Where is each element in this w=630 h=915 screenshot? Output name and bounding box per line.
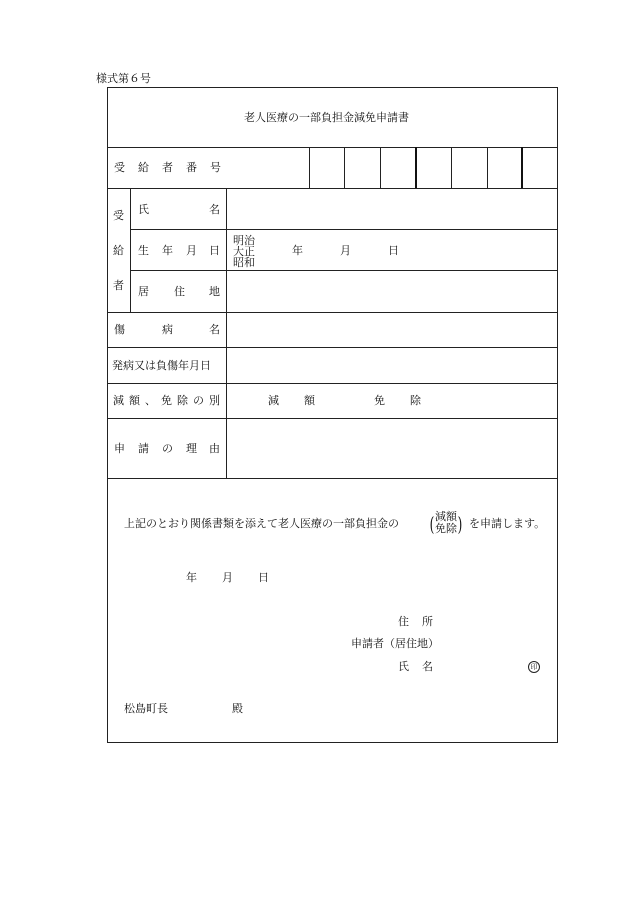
seal-mark: 印 [528, 661, 540, 673]
addressee-office: 松島町長 [124, 702, 168, 715]
era-options: 明治 大正 昭和 [233, 234, 255, 269]
onset-label: 発病又は負傷年月日 [112, 359, 211, 372]
form-title: 老人医療の一部負担金減免申請書 [244, 111, 409, 124]
declaration-text: 上記のとおり関係書類を添えて老人医療の一部負担金の [124, 517, 399, 530]
declaration-suffix: を申請します。 [469, 517, 546, 530]
addressee-honorific: 殿 [232, 702, 243, 715]
form-number: 様式第６号 [96, 72, 151, 85]
applicant-label: 申請者（居住地） [351, 637, 439, 650]
application-form [107, 87, 558, 743]
